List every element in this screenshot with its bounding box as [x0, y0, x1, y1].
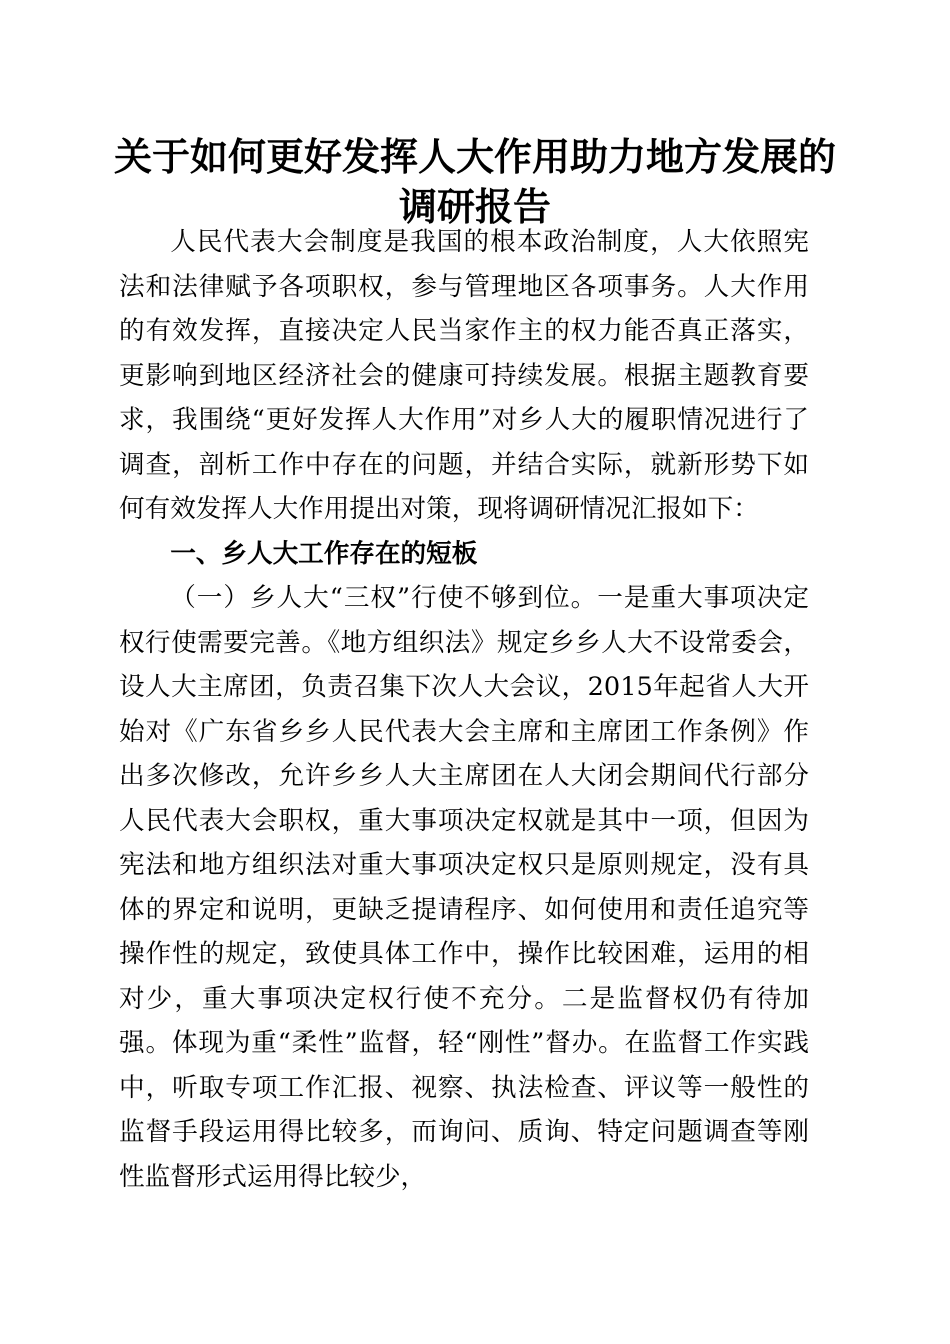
section-paragraph: （一）乡人大“三权”行使不够到位。一是重大事项决定权行使需要完善。《地方组织法》规定乡乡人大不设常委会，设人大主席团，负责召集下次人大会议，2015年起省人大开始对《广东省乡乡人民代表大会主席和主席团工作条例》作出多次修改，允许乡乡人大主席团在人大闭会期间代行部分人民代表大会职权，重大事项决定权就是其中一项，但因为宪法和地方组织法对重大事项决定权只是原则规定，没有具体的界定和说明，更缺乏提请程序、如何使用和责任追究等操作性的规定，致使具体工作中，操作比较困难，运用的相对少，重大事项决定权行使不充分。二是监督权仍有待加强。体现为重“柔性”监督，轻“刚性”督办。在监督工作实践中，听取专项工作汇报、视察、执法检查、评议等一般性的监督手段运用得比较多，而询问、质询、特定问题调查等刚性监督形式运用得比较少，	[119, 583, 809, 1192]
intro-paragraph: 人民代表大会制度是我国的根本政治制度，人大依照宪法和法律赋予各项职权，参与管理地区各项事务。人大作用的有效发挥，直接决定人民当家作主的权力能否真正落实，更影响到地区经济社会的健康可持续发展。根据主题教育要求，我围绕“更好发挥人大作用”对乡人大的履职情况进行了调查，剖析工作中存在的问题，并结合实际，就新形势下如何有效发挥人大作用提出对策，现将调研情况汇报如下：	[119, 227, 809, 524]
section-heading: 一、乡人大工作存在的短板	[170, 538, 478, 569]
document-title: 关于如何更好发挥人大作用助力地方发展的调研报告	[113, 134, 836, 229]
document-body	[119, 220, 809, 1199]
